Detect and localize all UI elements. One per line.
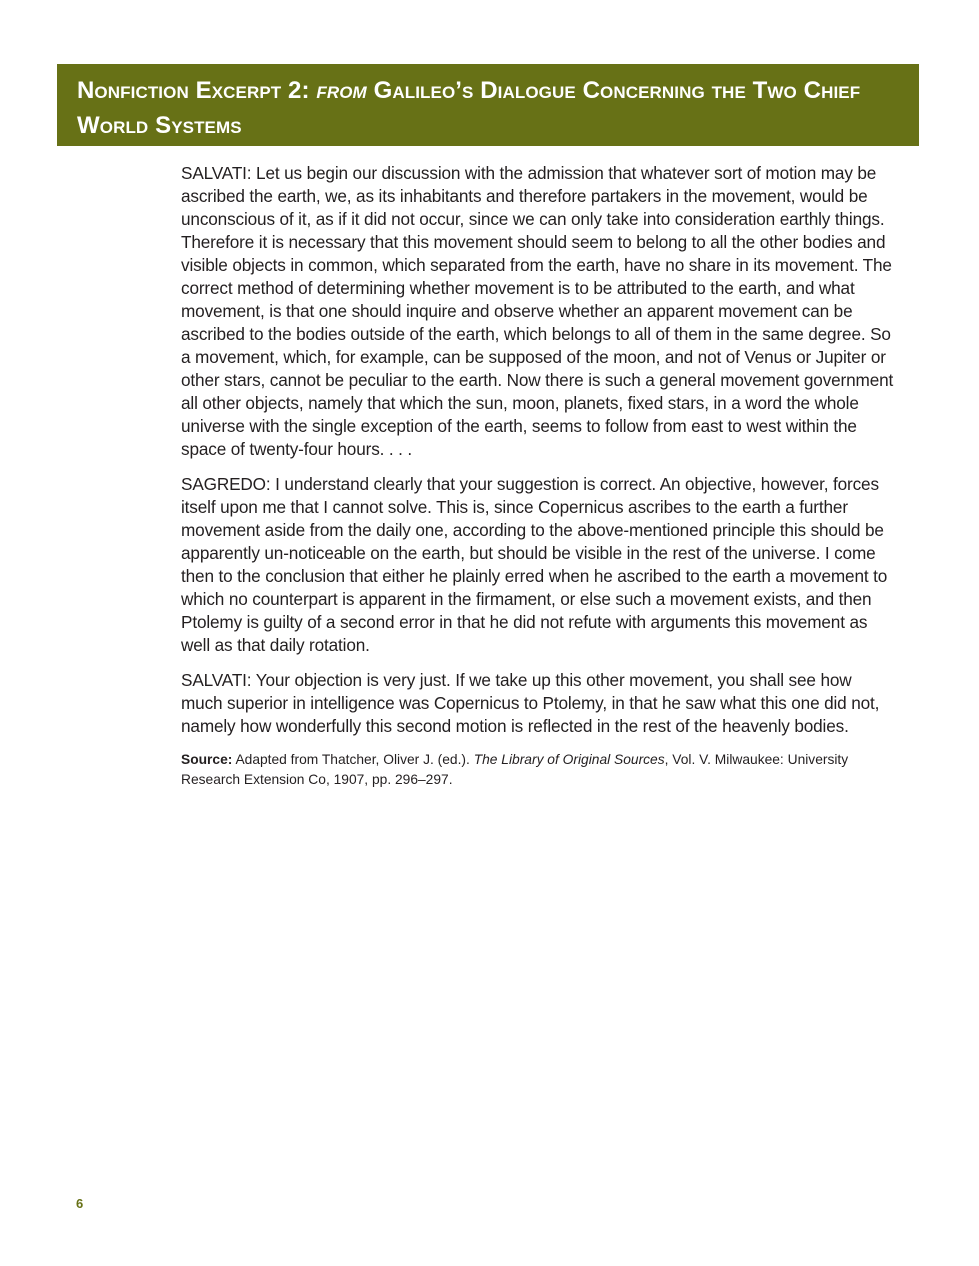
paragraph-salvati-1: SALVATI: Let us begin our discussion with the admission that whatever sort of motion may be ascribed the earth, we, as its inhabitants and therefore partakers in the movement, would be unconscious of it, as if it did not occur, since we can only take into consideration earthly things. Therefore it is necessary that this movement should seem to belong to all the other bodies and visible objects in common, which separated from the earth, have no share in its movement. The correct method of determining whether movement is to be attributed to the earth, and what movement, is that one should inquire and observe whether an apparent movement can be ascribed to the bodies outside of the earth, which belongs to all of them in the same degree. So a movement, which, for example, can be supposed of the moon, and not of Venus or Jupiter or other stars, cannot be peculiar to the earth. Now there is such a general movement government all other objects, namely that which the sun, moon, planets, fixed stars, in a word the whole universe with the single exception of the earth, seems to follow from east to west within the space of twenty-four hours. . . .	[181, 163, 894, 459]
page-number: 6	[76, 1196, 84, 1211]
excerpt-body	[181, 162, 895, 790]
source-citation	[181, 750, 895, 790]
source-label: Source:	[181, 752, 233, 767]
title-from: from	[316, 77, 367, 104]
paragraph-salvati-2: SALVATI: Your objection is very just. If we take up this other movement, you shall see how much superior in intelligence was Copernicus to Ptolemy, in that he saw what this one did not, namely how wonderfully this second motion is reflected in the rest of the heavenly bodies.	[181, 670, 880, 736]
source-book-title: The Library of Original Sources	[473, 752, 665, 767]
title-prefix: Nonfiction Excerpt 2:	[77, 77, 317, 104]
paragraph-sagredo: SAGREDO: I understand clearly that your suggestion is correct. An objective, however, forces itself upon me that I cannot solve. This is, since Copernicus ascribes to the earth a further movement aside from the daily one, according to the above-mentioned principle this should be apparently un-noticeable on the earth, but should be visible in the rest of the universe. I come then to the conclusion that either he plainly erred when he ascribed to the earth a movement to which no counterpart is apparent in the firmament, or else such a movement exists, and then Ptolemy is guilty of a second error in that he did not refute with arguments this movement as well as that daily rotation.	[181, 474, 888, 655]
source-text-after: , Vol. V. Milwaukee: University Research Extension Co, 1907, pp. 296–297.	[181, 752, 849, 787]
title-rest: Galileo’s Dialogue Concerning the Two Chief World Systems	[77, 77, 861, 139]
section-banner	[57, 64, 919, 146]
source-text-before: Adapted from Thatcher, Oliver J. (ed.).	[232, 752, 474, 767]
excerpt-title	[77, 73, 899, 143]
